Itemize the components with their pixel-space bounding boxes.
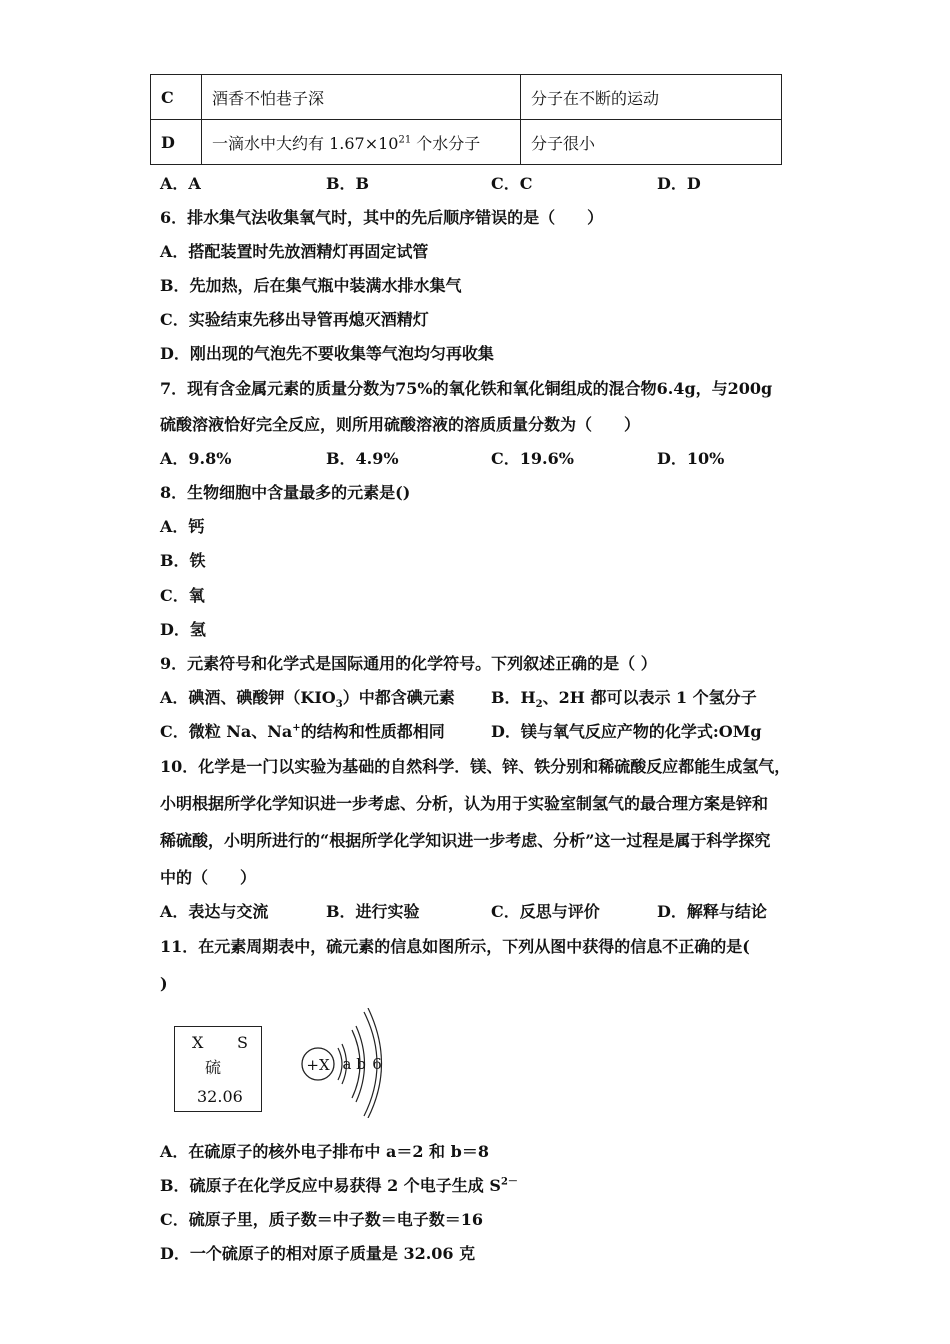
row-fact (202, 120, 521, 165)
q9-option-a-text: A．碘酒、碘酸钾（KIO (160, 688, 336, 707)
row-fact: 酒香不怕巷子深 (202, 75, 521, 120)
q10-option-b[interactable]: B．进行实验 (326, 902, 420, 921)
atomic-number: X (192, 1033, 204, 1052)
q11-option-d[interactable]: D．一个硫原子的相对原子质量是 32.06 克 (160, 1244, 476, 1263)
q9-option-c[interactable] (160, 722, 445, 742)
q11-option-a[interactable]: A．在硫原子的核外电子排布中 a＝2 和 b＝8 (160, 1142, 489, 1161)
q5-option-d[interactable]: D．D (657, 174, 701, 193)
q6-stem: 6．排水集气法收集氧气时，其中的先后顺序错误的是（ ） (160, 208, 604, 227)
q11-option-c[interactable]: C．硫原子里，质子数＝中子数＝电子数＝16 (160, 1210, 484, 1229)
q6-option-b[interactable]: B．先加热，后在集气瓶中装满水排水集气 (160, 276, 462, 295)
q9-option-c-text: C．微粒 Na、Na (160, 722, 293, 741)
periodic-table-cell (174, 1026, 262, 1112)
q10-option-a[interactable]: A．表达与交流 (160, 902, 269, 921)
q9-option-b-sub: 2 (535, 699, 543, 711)
q9-option-b[interactable] (491, 688, 757, 711)
element-name: 硫 (205, 1058, 222, 1077)
q8-option-b[interactable]: B．铁 (160, 551, 206, 570)
q11-line2: ) (160, 974, 168, 993)
q5-option-c[interactable]: C．C (491, 174, 533, 193)
shell-2-electrons: b (356, 1055, 366, 1073)
atom-structure-svg (298, 1008, 398, 1118)
q7-stem-line2: 硫酸溶液恰好完全反应，则所用硫酸溶液的溶质质量分数为（ ） (160, 415, 641, 434)
row-explanation: 分子很小 (521, 120, 782, 165)
q10-line2: 小明根据所学化学知识进一步考虑、分析，认为用于实验室制氢气的最合理方案是锌和 (160, 794, 769, 813)
q8-stem: 8．生物细胞中含量最多的元素是() (160, 483, 411, 502)
q7-option-b[interactable]: B．4.9% (326, 449, 399, 468)
q10-option-d[interactable]: D．解释与结论 (657, 902, 767, 921)
q11-option-b-text: B．硫原子在化学反应中易获得 2 个电子生成 S (160, 1176, 501, 1195)
q6-option-c[interactable]: C．实验结束先移出导管再熄灭酒精灯 (160, 310, 429, 329)
q9-stem: 9．元素符号和化学式是国际通用的化学符号。下列叙述正确的是（ ） (160, 654, 657, 673)
q8-option-d[interactable]: D．氢 (160, 620, 206, 639)
q9-option-a-text-end: ）中都含碘元素 (342, 688, 455, 707)
q6-option-d[interactable]: D．刚出现的气泡先不要收集等气泡均匀再收集 (160, 344, 494, 363)
table-row (151, 120, 782, 165)
fact-text: 一滴水中大约有 1.67×10 (212, 133, 399, 153)
q9-option-c-text-end: 的结构和性质都相同 (300, 722, 445, 741)
row-label: C (151, 75, 202, 120)
q8-option-a[interactable]: A．钙 (160, 517, 205, 536)
q6-option-a[interactable]: A．搭配装置时先放酒精灯再固定试管 (160, 242, 429, 261)
q9-option-b-text: B．H (491, 688, 536, 707)
shell-3-electrons: 6 (372, 1055, 382, 1073)
q11-option-b[interactable] (160, 1176, 518, 1196)
nucleus-charge: +X (306, 1056, 330, 1074)
electron-shell-1 (338, 1048, 342, 1080)
q9-option-d[interactable]: D．镁与氧气反应产物的化学式:OMg (491, 722, 762, 741)
shell-1-electrons: a (342, 1055, 352, 1073)
q7-stem-line1: 7．现有含金属元素的质量分数为75%的氧化铁和氧化铜组成的混合物6.4g，与200g (160, 379, 773, 398)
q11-option-b-sup: 2－ (500, 1176, 518, 1188)
q7-option-c[interactable]: C．19.6% (491, 449, 574, 468)
explanation-table (150, 74, 782, 165)
q9-option-a-sub: 3 (335, 699, 343, 711)
q5-option-b[interactable]: B．B (326, 174, 370, 193)
q11-line1: 11．在元素周期表中，硫元素的信息如图所示，下列从图中获得的信息不正确的是( (160, 937, 750, 956)
q10-line3: 稀硫酸，小明所进行的“根据所学化学知识进一步考虑、分析”这一过程是属于科学探究 (160, 831, 771, 850)
q7-option-a[interactable]: A．9.8% (160, 449, 232, 468)
q10-line1: 10．化学是一门以实验为基础的自然科学．镁、锌、铁分别和稀硫酸反应都能生成氢气， (160, 757, 791, 776)
q10-option-c[interactable]: C．反思与评价 (491, 902, 600, 921)
table-row (151, 75, 782, 120)
element-symbol: S (237, 1033, 248, 1052)
atomic-mass: 32.06 (197, 1087, 243, 1106)
q9-option-b-text-end: 、2H 都可以表示 1 个氢分子 (542, 688, 757, 707)
q9-option-c-sup: + (292, 722, 301, 734)
q5-option-a[interactable]: A．A (160, 174, 201, 193)
q7-option-d[interactable]: D．10% (657, 449, 725, 468)
fact-text-end: 个水分子 (411, 133, 481, 153)
q9-option-a[interactable] (160, 688, 455, 711)
q10-line4: 中的（ ） (160, 868, 257, 887)
atom-structure-diagram (298, 1008, 398, 1118)
q8-option-c[interactable]: C．氧 (160, 586, 205, 605)
fact-exponent: 21 (398, 134, 412, 146)
row-label: D (151, 120, 202, 165)
row-explanation: 分子在不断的运动 (521, 75, 782, 120)
